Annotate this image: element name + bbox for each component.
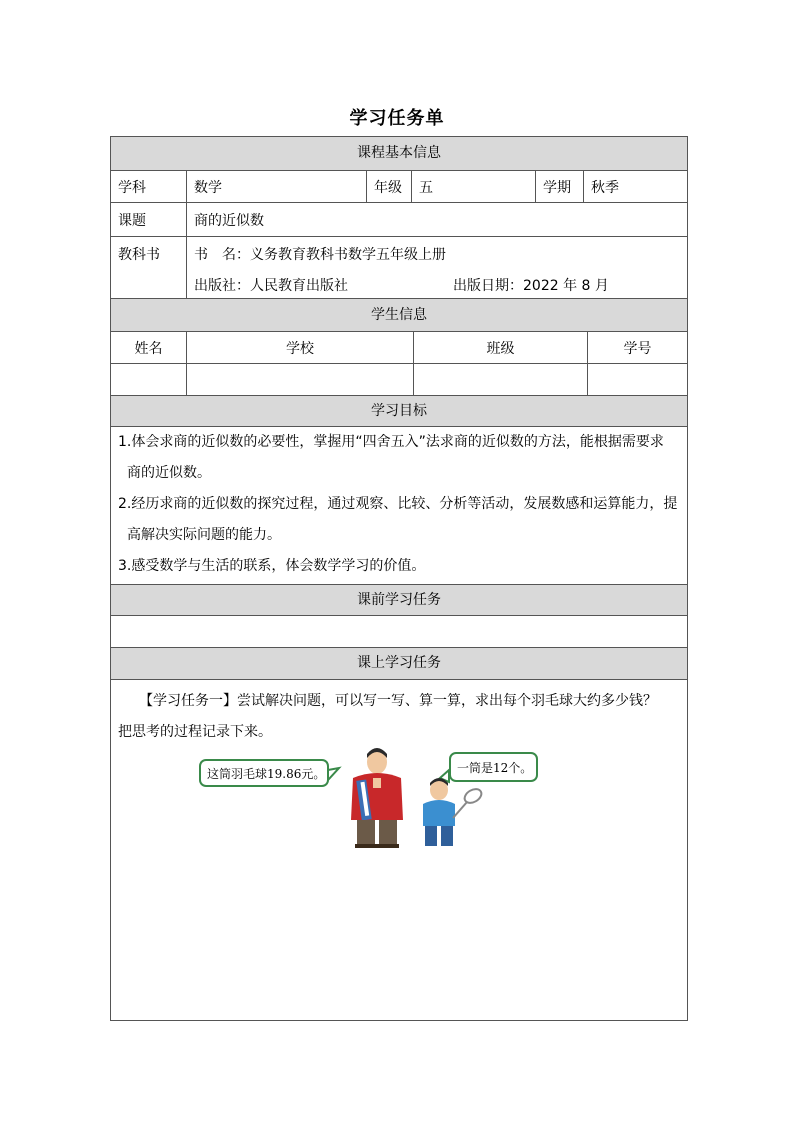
section-title: 课程基本信息 [357, 145, 441, 161]
book-name: 书 名：义务教育教科书数学五年级上册 [194, 247, 446, 263]
topic-value: 商的近似数 [194, 212, 264, 229]
section-title: 课上学习任务 [357, 655, 441, 671]
subject-value: 数学 [187, 171, 367, 202]
section-header-student-info [111, 299, 687, 332]
student-class-field[interactable] [414, 364, 588, 395]
grade-label: 年级 [367, 171, 412, 202]
publish-date: 出版日期：2022 年 8 月 [453, 278, 609, 294]
objective-1-line-1: 1.体会求商的近似数的必要性，掌握用“四舍五入”法求商的近似数的方法，能根据需要求 [118, 434, 664, 450]
topic-label: 课题 [111, 203, 187, 236]
objective-2-line-1: 2.经历求商的近似数的探究过程，通过观察、比较、分析等活动，发展数感和运算能力，提 [118, 496, 678, 512]
objective-3: 3.感受数学与生活的联系，体会数学学习的价值。 [118, 558, 426, 574]
student-school-field[interactable] [187, 364, 414, 395]
objective-2-line-2: 高解决实际问题的能力。 [127, 527, 281, 543]
student-figure-icon [417, 778, 487, 848]
subject-row [111, 171, 687, 203]
student-input-row [111, 364, 687, 396]
textbook-label: 教科书 [111, 237, 187, 298]
student-school-header: 学校 [187, 332, 414, 363]
student-speech-text: 一筒是12个。 [457, 760, 533, 775]
term-label: 学期 [536, 171, 584, 202]
pre-class-body[interactable] [111, 616, 687, 648]
student-class-header: 班级 [414, 332, 588, 363]
section-header-objectives [111, 396, 687, 427]
subject-label: 学科 [111, 171, 187, 202]
section-title: 课前学习任务 [357, 592, 441, 608]
term-value: 秋季 [591, 179, 619, 196]
textbook-row [111, 237, 687, 299]
task-1-line-1: 【学习任务一】尝试解决问题，可以写一写、算一算，求出每个羽毛球大约多少钱？ [139, 693, 657, 709]
teacher-figure-icon [343, 748, 413, 848]
topic-row [111, 203, 687, 237]
task-1-line-2: 把思考的过程记录下来。 [118, 724, 272, 740]
objectives-list [118, 427, 679, 582]
section-title: 学生信息 [371, 307, 427, 323]
section-header-basic-info [111, 137, 687, 171]
section-title: 学习目标 [371, 403, 427, 419]
student-header-row [111, 332, 687, 364]
task-sheet-table [110, 136, 688, 1021]
section-header-pre-class [111, 585, 687, 616]
student-name-header: 姓名 [111, 332, 187, 363]
section-header-in-class [111, 648, 687, 680]
student-name-field[interactable] [111, 364, 187, 395]
teacher-speech-text: 这筒羽毛球19.86元。 [207, 766, 326, 781]
publisher: 出版社：人民教育出版社 [194, 278, 348, 294]
shuttlecock-illustration [197, 748, 541, 848]
student-id-field[interactable] [588, 364, 687, 395]
student-id-header: 学号 [623, 340, 652, 357]
objective-1-line-2: 商的近似数。 [127, 465, 211, 481]
objectives-body [111, 427, 687, 585]
grade-value: 五 [412, 171, 536, 202]
page-title: 学习任务单 [349, 108, 445, 129]
in-class-body [111, 680, 687, 1020]
